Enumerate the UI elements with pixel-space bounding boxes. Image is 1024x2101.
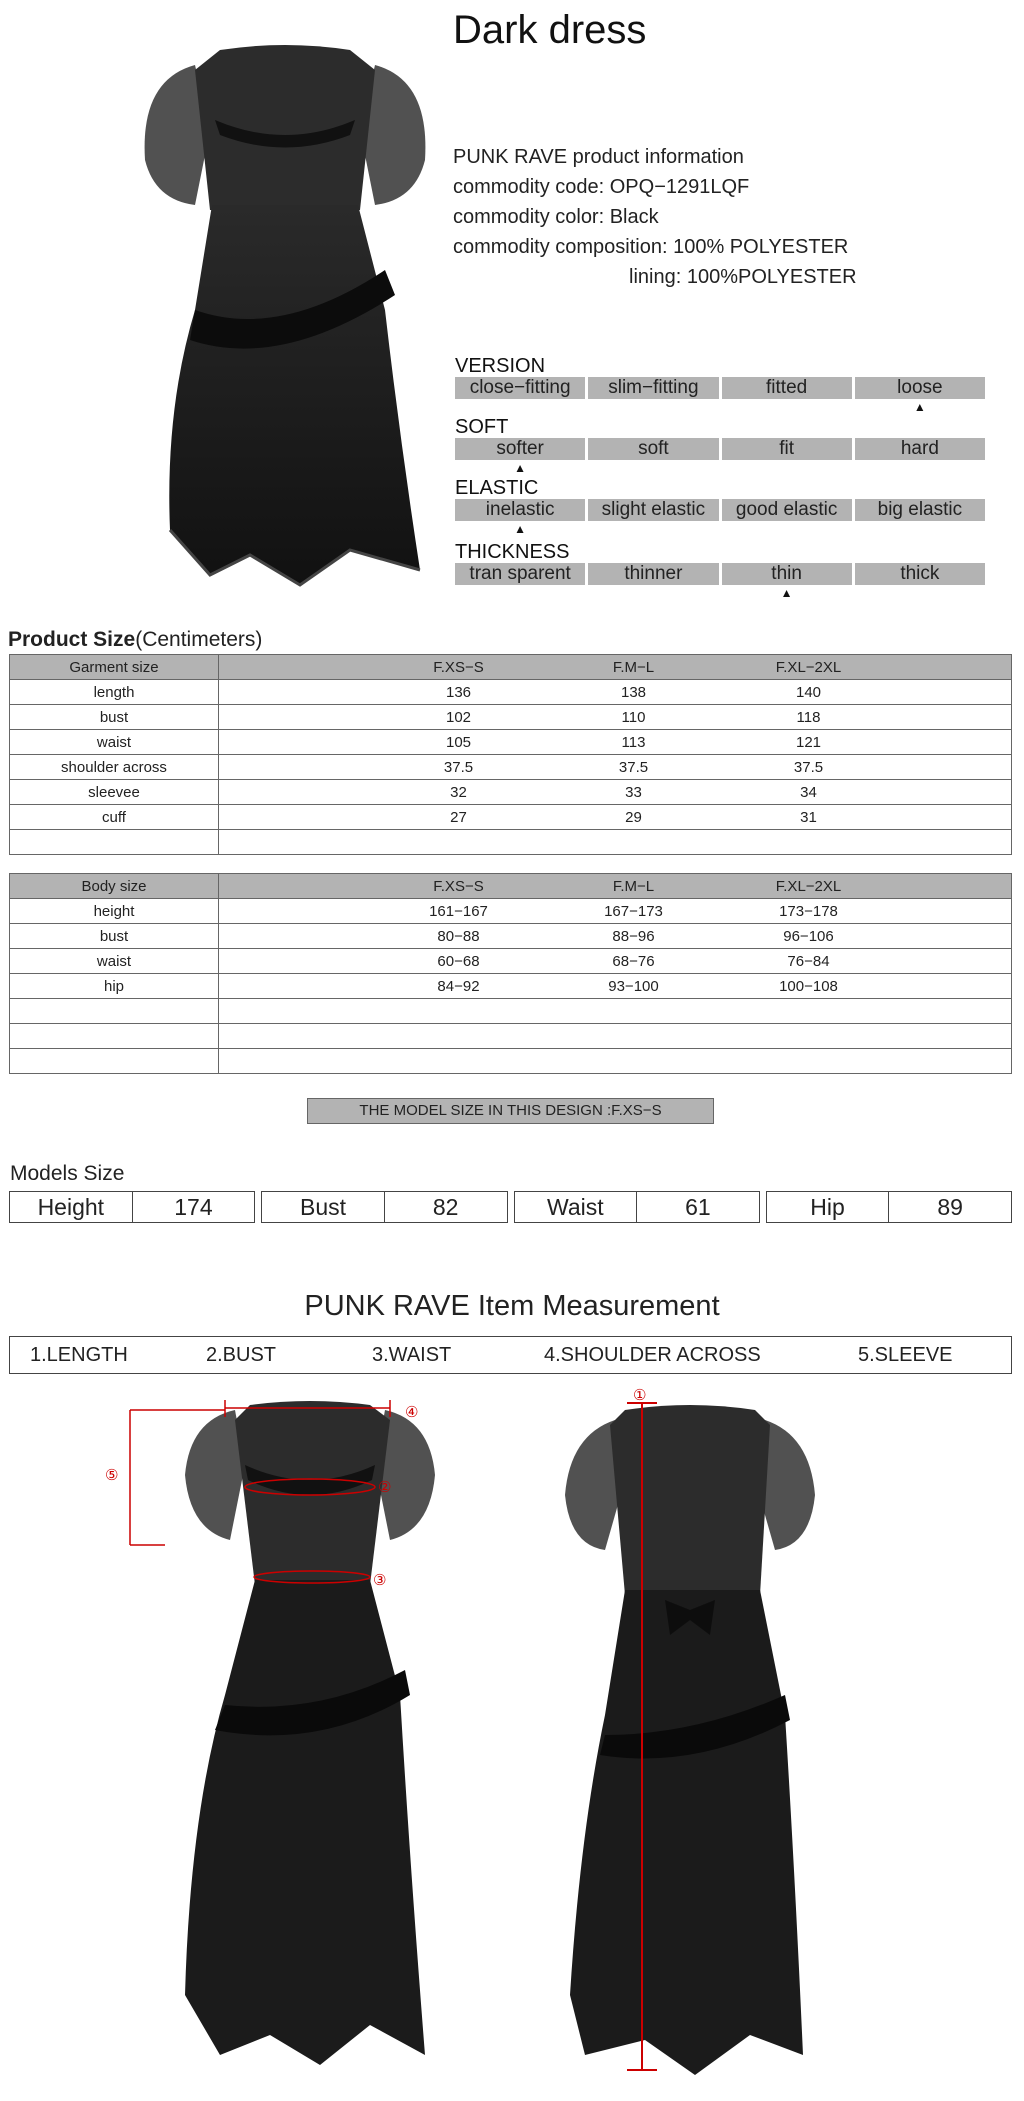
row-values — [219, 655, 1012, 680]
table-cell: 60−68 — [437, 952, 480, 970]
dress-front-photo — [100, 10, 470, 590]
table-cell: 118 — [796, 708, 821, 726]
marker-3: ③ — [373, 1571, 387, 1589]
scale-option-label: slight elastic — [601, 499, 706, 520]
row-values — [219, 805, 1012, 830]
selected-marker-icon: ▲ — [514, 522, 527, 536]
scale-option-label: inelastic — [485, 499, 555, 520]
model-size-note: THE MODEL SIZE IN THIS DESIGN :F.XS−S — [307, 1098, 714, 1124]
scale-option-label: big elastic — [877, 499, 963, 520]
scale-option — [588, 499, 718, 521]
table-header — [10, 655, 1012, 680]
dress-front-measure — [105, 1395, 460, 2075]
row-values — [219, 874, 1012, 899]
row-label: waist — [10, 730, 219, 755]
row-label: sleevee — [10, 780, 219, 805]
scale-option — [455, 499, 585, 536]
product-info — [453, 142, 857, 292]
table-row — [10, 1024, 1012, 1049]
table-cell: 140 — [795, 683, 822, 701]
table-row — [10, 730, 1012, 755]
scale-option-label: thick — [900, 563, 940, 584]
scale-option — [855, 377, 985, 414]
table-cell: 37.5 — [443, 758, 474, 776]
row-values — [219, 680, 1012, 705]
table-row — [10, 805, 1012, 830]
table-cell: 37.5 — [618, 758, 649, 776]
row-label: bust — [10, 924, 219, 949]
row-values — [219, 949, 1012, 974]
composition-label: commodity composition: — [453, 236, 668, 258]
row-label: length — [10, 680, 219, 705]
table-row — [10, 780, 1012, 805]
selected-marker-icon: ▲ — [514, 461, 527, 475]
scale-label: SOFT — [455, 416, 509, 438]
row-label: cuff — [10, 805, 219, 830]
model-measure-bust — [261, 1191, 507, 1223]
table-cell: F.M−L — [612, 877, 655, 895]
row-values — [219, 830, 1012, 855]
table-cell: 136 — [445, 683, 472, 701]
code-value: OPQ−1291LQF — [609, 176, 750, 198]
product-size-title — [8, 628, 262, 652]
row-label — [10, 830, 219, 855]
product-title: Dark dress — [453, 8, 647, 52]
scale-option — [722, 499, 852, 521]
table-cell: 161−167 — [429, 902, 488, 920]
table-row — [10, 924, 1012, 949]
product-size-unit: (Centimeters) — [135, 628, 263, 651]
scale-option — [588, 377, 718, 399]
row-label: height — [10, 899, 219, 924]
model-measure-value: 61 — [685, 1194, 711, 1220]
model-measure-value: 174 — [174, 1194, 213, 1220]
composition-value: 100% POLYESTER — [673, 236, 849, 258]
row-label — [10, 999, 219, 1024]
scale-version — [455, 355, 985, 414]
scale-option-label: loose — [897, 377, 943, 398]
scale-option — [855, 563, 985, 585]
row-label — [10, 1049, 219, 1074]
scale-label: ELASTIC — [455, 477, 539, 499]
table-cell: 31 — [800, 808, 817, 826]
table-cell: 93−100 — [608, 977, 659, 995]
color-label: commodity color: — [453, 206, 605, 228]
row-values — [219, 755, 1012, 780]
row-values — [219, 974, 1012, 999]
scale-option — [722, 563, 852, 600]
table-cell: 37.5 — [793, 758, 824, 776]
body-size-table — [9, 873, 1012, 1074]
marker-1: ① — [633, 1386, 647, 1404]
table-cell: 105 — [445, 733, 472, 751]
color-value: Black — [609, 206, 659, 228]
row-label: Body size — [10, 874, 219, 899]
row-values — [219, 730, 1012, 755]
dress-back-measure — [545, 1386, 835, 2075]
table-cell: 173−178 — [779, 902, 838, 920]
table-cell: 68−76 — [612, 952, 655, 970]
scale-option — [722, 377, 852, 399]
table-cell: 110 — [621, 708, 646, 726]
table-cell: 102 — [445, 708, 472, 726]
table-cell: F.XS−S — [433, 877, 484, 895]
info-heading: PUNK RAVE product information — [453, 146, 744, 168]
scale-option-label: good elastic — [735, 499, 838, 520]
scale-option — [455, 563, 585, 585]
scale-option — [722, 438, 852, 460]
table-row — [10, 755, 1012, 780]
table-cell: 33 — [625, 783, 642, 801]
table-cell: 100−108 — [779, 977, 838, 995]
table-cell: 167−173 — [604, 902, 663, 920]
table-cell: 88−96 — [612, 927, 655, 945]
code-label: commodity code: — [453, 176, 605, 198]
table-row — [10, 899, 1012, 924]
scale-option-label: fit — [779, 438, 795, 459]
table-row — [10, 680, 1012, 705]
table-header — [10, 874, 1012, 899]
models-size-title: Models Size — [10, 1162, 125, 1185]
table-cell: 76−84 — [787, 952, 830, 970]
row-label: shoulder across — [10, 755, 219, 780]
table-row — [10, 705, 1012, 730]
scale-option — [588, 563, 718, 585]
table-cell: 34 — [800, 783, 817, 801]
table-cell: F.XL−2XL — [775, 877, 842, 895]
scale-option-label: tran sparent — [469, 563, 571, 584]
row-label: hip — [10, 974, 219, 999]
scale-option-label: softer — [496, 438, 544, 459]
row-label — [10, 1024, 219, 1049]
table-row — [10, 974, 1012, 999]
lining-value: 100%POLYESTER — [686, 266, 857, 288]
product-size-heading: Product Size — [8, 628, 136, 651]
table-cell: 29 — [625, 808, 642, 826]
table-cell: 113 — [621, 733, 646, 751]
scale-label: THICKNESS — [455, 541, 570, 563]
scale-soft — [455, 416, 985, 475]
table-cell: 121 — [795, 733, 822, 751]
model-measure-label: Waist — [515, 1192, 638, 1222]
scale-label: VERSION — [455, 355, 546, 377]
measure-item-sleeve: 5.SLEEVE — [858, 1343, 953, 1366]
measure-item-shoulder: 4.SHOULDER ACROSS — [544, 1343, 761, 1366]
scale-option-label: thinner — [624, 563, 683, 584]
scale-option — [855, 499, 985, 521]
scale-option-label: close−fitting — [469, 377, 571, 398]
row-label: waist — [10, 949, 219, 974]
scale-option-label: hard — [900, 438, 939, 459]
table-cell: F.M−L — [612, 658, 655, 676]
table-row — [10, 949, 1012, 974]
models-size-row — [9, 1191, 1012, 1223]
measure-item-bust: 2.BUST — [206, 1343, 277, 1366]
scale-option — [455, 377, 585, 399]
table-row — [10, 830, 1012, 855]
scale-option-label: slim−fitting — [608, 377, 699, 398]
model-measure-waist — [514, 1191, 760, 1223]
row-values — [219, 999, 1012, 1024]
scale-option — [455, 438, 585, 475]
table-cell: 32 — [450, 783, 467, 801]
table-row — [10, 999, 1012, 1024]
table-cell: 80−88 — [437, 927, 480, 945]
table-cell: 138 — [620, 683, 647, 701]
row-values — [219, 1049, 1012, 1074]
marker-2: ② — [378, 1478, 392, 1496]
model-measure-value: 82 — [432, 1194, 459, 1220]
measurement-legend — [9, 1336, 1012, 1374]
table-cell: 96−106 — [783, 927, 834, 945]
model-measure-hip — [766, 1191, 1012, 1223]
row-label: Garment size — [10, 655, 219, 680]
scale-option — [855, 438, 985, 460]
model-measure-label: Bust — [262, 1192, 385, 1222]
row-values — [219, 899, 1012, 924]
model-measure-value: 89 — [937, 1194, 963, 1220]
selected-marker-icon: ▲ — [780, 586, 793, 600]
row-values — [219, 1024, 1012, 1049]
lining-label: lining: — [629, 266, 682, 288]
row-values — [219, 924, 1012, 949]
table-cell: F.XS−S — [433, 658, 484, 676]
table-cell: F.XL−2XL — [775, 658, 842, 676]
garment-size-table — [9, 654, 1012, 855]
row-label: bust — [10, 705, 219, 730]
table-cell: 27 — [450, 808, 467, 826]
model-measure-label: Height — [10, 1192, 133, 1222]
marker-5: ⑤ — [105, 1466, 119, 1484]
measurement-title: PUNK RAVE Item Measurement — [304, 1290, 720, 1322]
scale-option-label: soft — [638, 438, 669, 459]
scale-elastic — [455, 477, 985, 536]
table-row — [10, 1049, 1012, 1074]
measure-item-waist: 3.WAIST — [372, 1343, 452, 1366]
scale-thickness — [455, 541, 985, 600]
scale-option-label: fitted — [766, 377, 808, 398]
table-cell: 84−92 — [437, 977, 480, 995]
row-values — [219, 780, 1012, 805]
measure-item-length: 1.LENGTH — [30, 1343, 128, 1366]
model-measure-height — [9, 1191, 255, 1223]
row-values — [219, 705, 1012, 730]
selected-marker-icon: ▲ — [913, 400, 926, 414]
scale-option-label: thin — [771, 563, 802, 584]
scale-option — [588, 438, 718, 460]
model-measure-label: Hip — [767, 1192, 890, 1222]
marker-4: ④ — [405, 1403, 419, 1421]
